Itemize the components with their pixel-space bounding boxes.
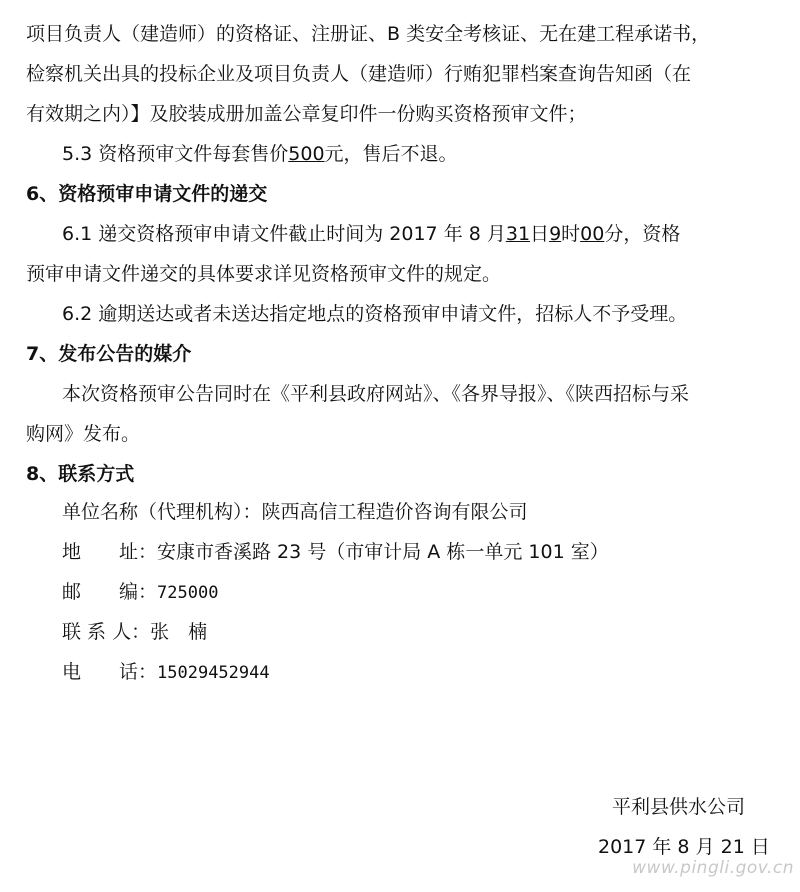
signature-date: 2017 年 8 月 21 日 — [598, 836, 770, 858]
deadline-minute: 00 — [580, 223, 605, 245]
clause-text: 6.1 递交资格预审申请文件截止时间为 2017 年 8 月 — [62, 223, 506, 245]
contact-org — [62, 500, 528, 524]
contact-label: 地 址： — [62, 541, 158, 563]
contact-label: 联 系 人： — [62, 621, 151, 643]
clause-6-1 — [62, 222, 680, 246]
clause-text: 5.3 资格预审文件每套售价 — [62, 143, 289, 165]
section-heading-6: 6、资格预审申请文件的递交 — [26, 183, 268, 205]
paragraph-line: 购网》发布。 — [26, 423, 141, 445]
contact-value: 陕西高信工程造价咨询有限公司 — [261, 501, 528, 523]
paragraph-line: 预审申请文件递交的具体要求详见资格预审文件的规定。 — [26, 263, 502, 285]
price-value: 500 — [288, 143, 325, 165]
contact-phone — [62, 660, 270, 685]
paragraph-line: 本次资格预审公告同时在《平利县政府网站》、《各界导报》、《陕西招标与采 — [62, 383, 690, 405]
signature-company: 平利县供水公司 — [612, 796, 746, 818]
deadline-hour: 9 — [549, 223, 562, 245]
deadline-day: 31 — [505, 223, 531, 245]
clause-text: 时 — [561, 223, 581, 245]
site-watermark: www.pingli.gov.cn — [632, 858, 794, 878]
paragraph-line: 有效期之内）】及胶装成册加盖公章复印件一份购买资格预审文件； — [26, 103, 587, 125]
contact-person — [62, 620, 207, 644]
contact-label: 单位名称（代理机构）： — [62, 501, 262, 523]
contact-label: 电 话： — [62, 661, 158, 683]
clause-text: 元，售后不退。 — [324, 143, 458, 165]
contact-value: 张 楠 — [150, 621, 208, 643]
section-heading-7: 7、发布公告的媒介 — [26, 343, 192, 365]
contact-value: 安康市香溪路 23 号（市审计局 A 栋一单元 101 室） — [157, 541, 609, 563]
contact-value: 15029452944 — [157, 663, 270, 683]
clause-6-2: 6.2 逾期送达或者未送达指定地点的资格预审申请文件，招标人不予受理。 — [62, 303, 688, 325]
paragraph-line: 项目负责人（建造师）的资格证、注册证、B 类安全考核证、无在建工程承诺书， — [26, 23, 711, 45]
paragraph-line: 检察机关出具的投标企业及项目负责人（建造师）行贿犯罪档案查询告知函（在 — [26, 63, 692, 85]
clause-text: 日 — [530, 223, 550, 245]
clause-text: 分，资格 — [604, 223, 681, 245]
clause-5-3 — [62, 142, 458, 166]
contact-label: 邮 编： — [62, 581, 158, 603]
contact-value: 725000 — [157, 583, 219, 603]
contact-address — [62, 540, 609, 564]
section-heading-8: 8、联系方式 — [26, 463, 135, 485]
contact-zip — [62, 580, 218, 605]
